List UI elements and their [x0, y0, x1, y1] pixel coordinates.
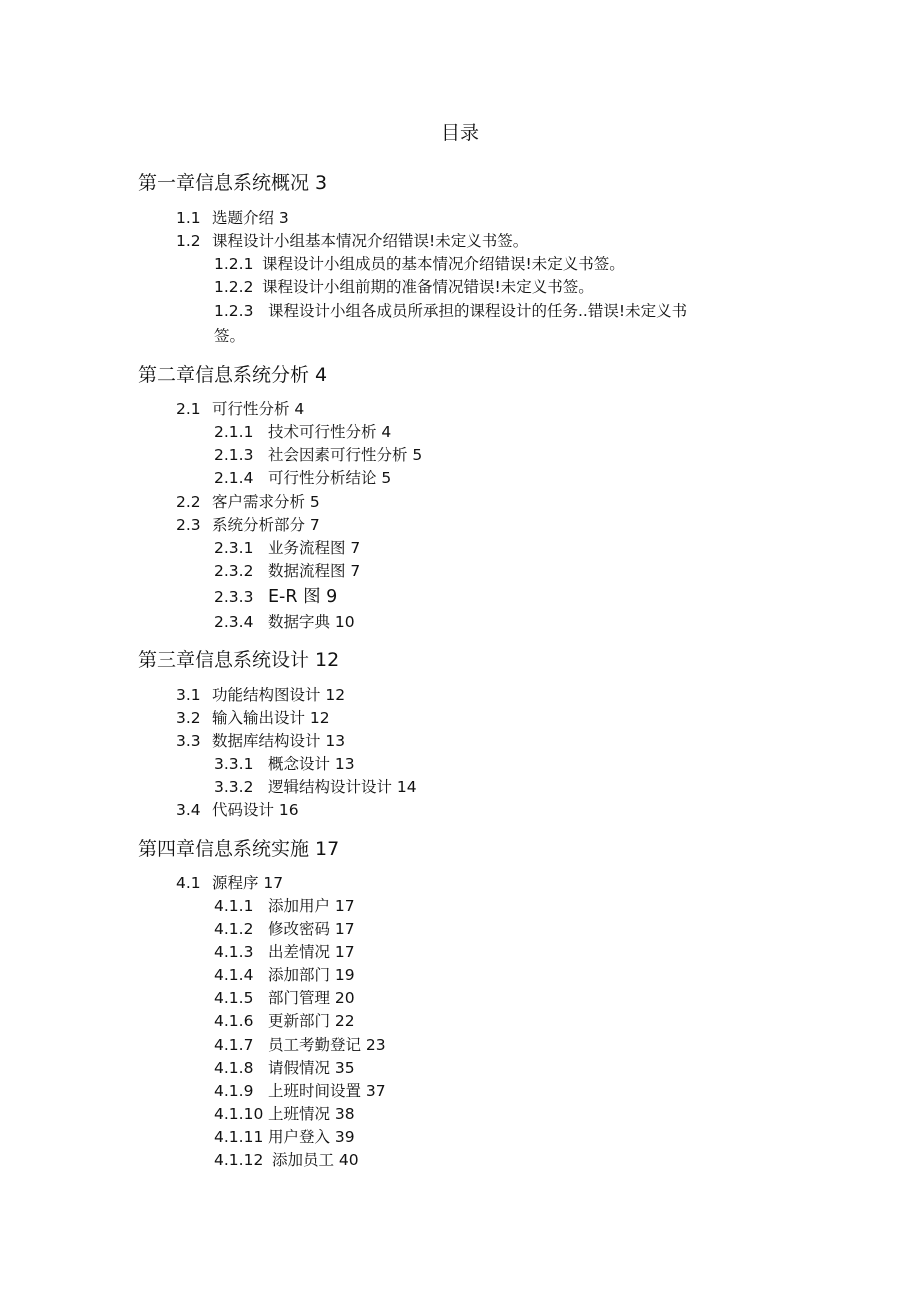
- toc-entry-text: 出差情况 17: [268, 943, 355, 961]
- toc-subentry[interactable]: [214, 612, 355, 632]
- toc-entry-number: 1.2.3: [214, 302, 254, 320]
- toc-subentry[interactable]: [214, 1150, 359, 1170]
- toc-entry-number: 2.1.1: [214, 423, 254, 441]
- toc-entry-number: 2.3.2: [214, 562, 254, 580]
- toc-entry[interactable]: [176, 685, 345, 705]
- toc-entry-text: 更新部门 22: [268, 1012, 355, 1030]
- toc-entry-number: 2.1: [176, 400, 201, 418]
- toc-entry-text: 系统分析部分 7: [212, 516, 320, 534]
- toc-entry-text: 用户登入 39: [268, 1128, 355, 1146]
- toc-subentry[interactable]: [214, 254, 625, 274]
- toc-entry[interactable]: [176, 492, 320, 512]
- toc-title: 目录: [440, 122, 479, 144]
- toc-subentry[interactable]: [214, 1104, 355, 1124]
- toc-subentry[interactable]: [214, 1058, 355, 1078]
- toc-subentry[interactable]: [214, 1081, 386, 1101]
- toc-chapter[interactable]: 第四章信息系统实施 17: [138, 838, 340, 860]
- toc-entry-number: 3.4: [176, 801, 201, 819]
- toc-subentry[interactable]: [214, 277, 594, 297]
- toc-entry-number: 4.1.8: [214, 1059, 254, 1077]
- toc-entry-text: 课程设计小组前期的准备情况错误!未定义书签。: [262, 278, 594, 296]
- toc-entry[interactable]: [176, 231, 528, 251]
- toc-entry-number: 4.1.4: [214, 966, 254, 984]
- toc-subentry[interactable]: [214, 445, 422, 465]
- toc-entry-number: 2.2: [176, 493, 201, 511]
- toc-entry-text: 可行性分析结论 5: [268, 469, 392, 487]
- toc-entry-number: 1.1: [176, 209, 201, 227]
- toc-subentry[interactable]: [214, 896, 355, 916]
- toc-entry-text: 上班情况 38: [268, 1105, 355, 1123]
- toc-entry-number: 4.1.5: [214, 989, 254, 1007]
- toc-entry-number: 4.1.9: [214, 1082, 254, 1100]
- toc-entry-number: 4.1.3: [214, 943, 254, 961]
- toc-entry-text: 添加用户 17: [268, 897, 355, 915]
- toc-entry-text: 输入输出设计 12: [212, 709, 330, 727]
- toc-entry-text: 社会因素可行性分析 5: [268, 446, 423, 464]
- toc-entry-text: 员工考勤登记 23: [268, 1036, 386, 1054]
- toc-entry-text: 源程序 17: [212, 874, 284, 892]
- toc-entry-text: 数据字典 10: [268, 613, 355, 631]
- toc-entry-number: 3.3.1: [214, 755, 254, 773]
- toc-entry-number: 2.3.4: [214, 613, 254, 631]
- toc-entry-number: 3.3: [176, 732, 201, 750]
- toc-entry-number: 4.1.2: [214, 920, 254, 938]
- toc-entry-text: 添加部门 19: [268, 966, 355, 984]
- toc-entry-text: 可行性分析 4: [212, 400, 305, 418]
- toc-subentry[interactable]: [214, 468, 391, 488]
- toc-subentry[interactable]: [214, 422, 391, 442]
- toc-subentry-wrap: 签。: [214, 327, 246, 345]
- toc-subentry[interactable]: [214, 988, 355, 1008]
- toc-chapter[interactable]: 第二章信息系统分析 4: [138, 364, 328, 386]
- toc-entry-number: 2.1.3: [214, 446, 254, 464]
- toc-chapter[interactable]: 第三章信息系统设计 12: [138, 649, 340, 671]
- toc-subentry[interactable]: [214, 561, 360, 581]
- toc-subentry[interactable]: [214, 919, 355, 939]
- toc-entry-text: 技术可行性分析 4: [268, 423, 392, 441]
- toc-entry-text: 概念设计 13: [268, 755, 355, 773]
- toc-entry[interactable]: [176, 515, 320, 535]
- toc-entry-number: 2.3.3: [214, 588, 254, 606]
- toc-entry-text: 请假情况 35: [268, 1059, 355, 1077]
- toc-entry[interactable]: [176, 708, 330, 728]
- toc-entry-text: 逻辑结构设计设计 14: [268, 778, 417, 796]
- toc-entry-number: 3.1: [176, 686, 201, 704]
- toc-entry-text: 课程设计小组基本情况介绍错误!未定义书签。: [212, 232, 529, 250]
- toc-entry-number: 1.2.2: [214, 278, 254, 296]
- toc-entry-number: 4.1.1: [214, 897, 254, 915]
- toc-entry-number: 3.3.2: [214, 778, 254, 796]
- toc-entry-number: 4.1.6: [214, 1012, 254, 1030]
- toc-entry-number: 4.1.7: [214, 1036, 254, 1054]
- toc-entry-number: 4.1.12: [214, 1151, 264, 1169]
- toc-subentry[interactable]: [214, 1035, 386, 1055]
- toc-subentry[interactable]: [214, 942, 355, 962]
- toc-entry-text: 添加员工 40: [272, 1151, 359, 1169]
- toc-subentry[interactable]: [214, 777, 417, 797]
- toc-subentry[interactable]: [214, 1127, 355, 1147]
- toc-entry-text: E-R 图 9: [268, 587, 338, 607]
- toc-subentry[interactable]: [214, 301, 687, 321]
- toc-subentry[interactable]: [214, 538, 360, 558]
- toc-entry-number: 4.1.10: [214, 1105, 264, 1123]
- toc-entry-number: 2.3.1: [214, 539, 254, 557]
- toc-entry-text: 客户需求分析 5: [212, 493, 320, 511]
- toc-subentry[interactable]: [214, 587, 337, 607]
- toc-entry-text: 选题介绍 3: [212, 209, 289, 227]
- toc-entry-number: 4.1: [176, 874, 201, 892]
- toc-entry-number: 2.1.4: [214, 469, 254, 487]
- toc-entry[interactable]: [176, 800, 299, 820]
- toc-entry[interactable]: [176, 731, 345, 751]
- toc-entry-number: 1.2.1: [214, 255, 254, 273]
- toc-entry-text: 部门管理 20: [268, 989, 355, 1007]
- toc-entry-text: 功能结构图设计 12: [212, 686, 346, 704]
- toc-entry-number: 4.1.11: [214, 1128, 264, 1146]
- toc-entry-text: 代码设计 16: [212, 801, 299, 819]
- toc-subentry[interactable]: [214, 965, 355, 985]
- toc-entry-text: 数据库结构设计 13: [212, 732, 346, 750]
- toc-subentry[interactable]: [214, 1011, 355, 1031]
- toc-entry-text: 课程设计小组成员的基本情况介绍错误!未定义书签。: [262, 255, 625, 273]
- toc-entry-number: 3.2: [176, 709, 201, 727]
- toc-subentry[interactable]: [214, 754, 355, 774]
- toc-entry[interactable]: [176, 873, 283, 893]
- toc-entry-text: 数据流程图 7: [268, 562, 361, 580]
- toc-entry-number: 2.3: [176, 516, 201, 534]
- toc-chapter[interactable]: 第一章信息系统概况 3: [138, 172, 328, 194]
- toc-entry-text: 修改密码 17: [268, 920, 355, 938]
- toc-entry[interactable]: [176, 399, 304, 419]
- toc-entry-text: 课程设计小组各成员所承担的课程设计的任务..错误!未定义书: [268, 302, 688, 320]
- toc-entry-text: 业务流程图 7: [268, 539, 361, 557]
- toc-entry[interactable]: [176, 208, 289, 228]
- toc-entry-number: 1.2: [176, 232, 201, 250]
- toc-entry-text: 上班时间设置 37: [268, 1082, 386, 1100]
